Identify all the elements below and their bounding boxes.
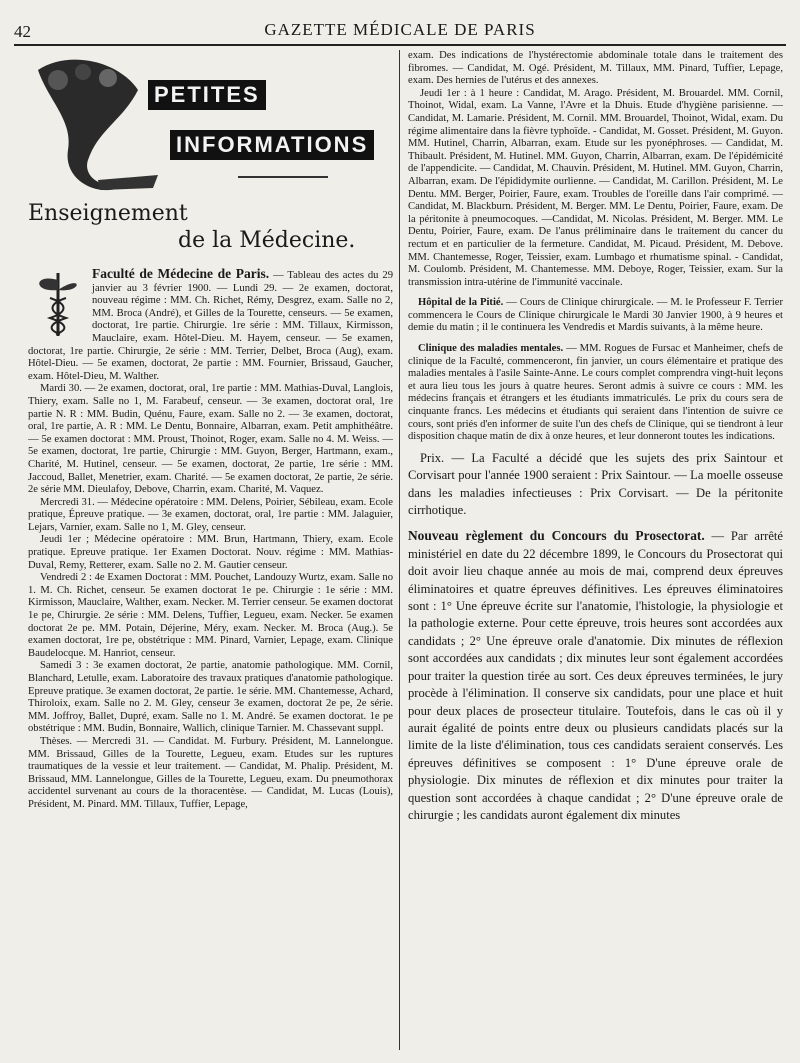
- caduceus-icon: [28, 268, 88, 338]
- clinique-heading: Clinique des maladies mentales.: [418, 343, 564, 355]
- running-title: GAZETTE MÉDICALE DE PARIS: [264, 20, 536, 39]
- faculte-paragraph: Thèses. — Mercredi 31. — Candidat. M. Furbury. Président, M. Lannelongue. MM. Brissaud, Gilles de la Tourette, Legueu, exam. Etudes sur les ruptures traumatiques de la vessie et leur traitement. — Candidat, M. Phalip. Président, M. Brissaud, MM. Lannelongue, Gilles de la Tourette, Legueu, exam. Du pneumothorax accidentel survenant au cours de la thoracentèse. — Candidat, M. Lucas (Louis), Président, M. Pinard. MM. Tillaux, Tuffier, Lepage,: [28, 735, 393, 810]
- clinique-text: — MM. Rogues de Fursac et Manheimer, chefs de clinique de la Faculté, commenceront, fin janvier, un cours élémentaire et pratique des maladies mentales à l'asile Sainte-Anne. Le cours complet comprendra vingt-huit leçons et aura lieu tous les jours à quatre heures. Seront admis à suivre ce cours : MM. les médecins français et étrangers et les étudiants immatriculés. Le prix du cours sera de cinquante francs. Les médecins et étudiants qui seraient dans l'intention de suivre ce cours, sont priés d'en informer de suite l'un des chefs de Clinique, qui se tiendront à leur disposition chaque matin de dix à onze heures, et leur donneront toutes les indications.: [408, 343, 783, 443]
- logo-line-2: INFORMATIONS: [170, 130, 374, 160]
- section-title-line-1: Enseignement: [28, 201, 188, 226]
- page-header: [0, 0, 800, 48]
- cornucopia-icon: [28, 50, 168, 200]
- header-rule: [14, 44, 786, 46]
- theses-paragraph: exam. Des indications de l'hystérectomie abdominale totale dans le traitement des fibromes. — Candidat, M. Ogé. Président, M. Tillaux, MM. Pinard, Tuffier, Lepage, exam. Des hernies de l'utérus et des annexes.: [408, 50, 783, 87]
- left-column: [28, 50, 393, 812]
- section-title-line-2: de la Médecine.: [178, 228, 356, 253]
- theses-paragraph: Jeudi 1er : à 1 heure : Candidat, M. Arago. Président, M. Brouardel. MM. Cornil, Thoinot, Widal, exam. La Vanne, l'Avre et la Dhuis. Etude d'hygiène parisienne. — Candidat, M. Lamarie. Président, M. Cornil. MM. Brouardel, Thoinot, Widal, exam. Du régime alimentaire dans la fièvre typhoïde. - Candidat, M. Gosset. Président, M. Guyon. MM. Hutinel, Charrin, Albarran, exam. Etude sur les pyonéphroses. — Candidat, M. Thibault. Président, M. Hutinel. MM. Guyon, Charrin, Albarran, exam. De l'épidémicité de l'appendicite. — Candidat, M. Chauvin. Président, M. Hutinel. MM. Guyon, Charrin, Albarran, exam. De l'épididymite ourlienne. — Candidat, M. Carillon. Président, M. Le Dentu. MM. Berger, Poirier, Faure, exam. Troubles de l'oreille dans l'air comprimé. — Candidat, M. Blackburn. Président, M. Berger. MM. Le Dentu, Poirier, Faure, exam. De la péritonite à pneumocoques. —Candidat, M. Nicolas. Président, M. Berger. MM. Le Dentu, Poirier, Faure, exam. De l'anus préliminaire dans le traitement du cancer du rectum et en particulier de la fermeture. Candidat, M. Picaud. Président, M. Debove. MM. Chantemesse, Roger, Teissier, exam. Lumbago et rhumatisme spinal. - Candidat, M. Coulomb. Président, M. Chantemesse. MM. Deboye, Roger, Teissier, exam. Sur la transmission intra-utérine de l'immunité vaccinale.: [408, 87, 783, 288]
- faculte-paragraph: Vendredi 2 : 4e Examen Doctorat : MM. Pouchet, Landouzy Wurtz, exam. Salle no 1. M. Ch. Richet, censeur. 5e examen doctorat 1e pe. Chirurgie : 1e série : MM. Kirmisson, Mauclaire, Walther, exam. Necker. M. Terrier censeur. 5e examen doctorat 1e pe, Chirurgie. 2e série : MM. Delens, Tuffier, Legueu, exam. Necker. 5e examen doctorat 2e pe. MM. Potain, Déjerine, Méry, exam. Necker. M. Broca (Aug.). 5e examen doctorat, 1re pe, obstétrique : MM. Pinard, Varnier, Lepage, exam. Clinique Baudelocque. M. Hanriot, censeur.: [28, 572, 393, 659]
- prix-paragraph: Prix. — La Faculté a décidé que les sujets des prix Saintour et Corvisart pour l'année 1900 seraient : Prix Saintour. — La moelle osseuse dans les maladies infectieuses : Prix Corvisart. — De la péritonite cirrhotique.: [408, 450, 783, 518]
- faculte-heading: Faculté de Médecine de Paris.: [92, 266, 270, 281]
- prosectorat-article: [408, 527, 783, 824]
- pitie-text: — Cours de Clinique chirurgicale. — M. le Professeur F. Terrier commencera le Cours de Clinique chirurgicale le Mardi 30 Janvier 1900, à 9 heures et demie du matin ; il le continuera les Vendredis et Mardis suivants, à la même heure.: [408, 297, 783, 334]
- faculte-paragraph: Mercredi 31. — Médecine opératoire : MM. Delens, Poirier, Sébileau, exam. Ecole pratique, Épreuve pratique. — 3e examen, doctorat, oral, 1re partie : MM. Jalaguier, Lejars, Varnier, exam. Salle no 1, M. Gley, censeur.: [28, 496, 393, 533]
- column-divider: [399, 50, 400, 1050]
- prosectorat-heading: Nouveau règlement du Concours du Prosectorat.: [408, 528, 705, 544]
- logo-line-1: PETITES: [148, 80, 266, 110]
- faculte-paragraph: Mardi 30. — 2e examen, doctorat, oral, 1re partie : MM. Mathias-Duval, Langlois, Thiery, exam. Salle no 1, M. Farabeuf, censeur. — 3e examen, doctorat oral, 1re partie N. R : MM. Budin, Quénu, Faure, exam. Salle no 2. — 3e examen, doctorat, oral, 1re partie, A. R : MM. Le Dentu, Bonnaire, Albarran, exam. Petit amphithéâtre. — 5e examen doctorat : MM. Proust, Thoinot, Roger, exam. Salle no 4. M. Weiss. — 5e examen, doctorat, 1re partie, Chirurgie : MM. Guyon, Berger, Hartmann, exam., Charité, M. Hutinel, censeur. — 5e examen, doctorat, 2e partie, 1re série : MM. Jaccoud, Ballet, Menetrier, exam. Charité. — 5e examen doctorat, 2e partie, 2e série. 2e série MM. Dieulafoy, Debove, Charrin, exam. Charité, M. Vaquez.: [28, 383, 393, 496]
- prosectorat-text: — Par arrêté ministériel en date du 22 décembre 1899, le Concours du Prosectorat qui doit avoir lieu chaque année au mois de mai, comprend deux épreuves éliminatoires et quatre épreuves définitives. Les épreuves éliminatoires sont : 1° Une épreuve écrite sur l'anatomie, l'histologie, la physiologie et la pathologie externe. Pour cette épreuve, trois heures sont accordées aux candidats ; 2° Une épreuve orale d'anatomie. Dix minutes de réflexion sont accordées aux candidats ; dix minutes leur sont également accordées pour traiter la question tirée au sort. Ces deux épreuves terminées, le jury procède à l'élimination. Il conserve six candidats, pour une place et huit pour deux places de prosecteur titulaire. Toutefois, dans le cas où il y aurait égalité de points entre deux ou plusieurs candidats placés sur la limite de la liste d'élimination, tous ces candidats seraient conservés. Les épreuves définitives se composent : 1° D'une épreuve orale de physiologie. Dix minutes de réflexion et dix minutes pour traiter la question sont accordées à chaque candidat ; 2° D'une épreuve orale de chirurgie ; les candidats auront également dix minutes: [408, 529, 784, 822]
- petites-informations-logo: [28, 50, 393, 200]
- faculte-paragraph: Jeudi 1er ; Médecine opératoire : MM. Brun, Hartmann, Thiery, exam. Ecole pratique. Epreuve pratique. 1er Examen Doctorat. Nouv. régime : MM. Mathias-Duval, Remy, Retterer, exam. Salle no 2. M. Gautier censeur.: [28, 534, 393, 571]
- pitie-heading: Hôpital de la Pitié.: [418, 297, 504, 309]
- faculte-article: [28, 268, 393, 812]
- right-column: [408, 50, 783, 824]
- faculte-paragraph: Samedi 3 : 3e examen doctorat, 2e partie, anatomie pathologique. MM. Cornil, Blanchard, Letulle, exam. Laboratoire des travaux pratiques d'anatomie pathologique. Epreuve pratique. 3e examen doctorat, 2e partie. 1e série. MM. Chantemesse, Achard, Thiroloix, exam. Salle no 2. M. Gley, censeur 3e examen, doctorat 2e pe, 2e série. MM. Joffroy, Ballet, Dupré, exam. Salle no 1. M. André. 5e examen doctorat. 1e pe obstétrique : MM. Budin, Bonnaire, Wallich, clinique Tarnier. M. Chassevant suppl.: [28, 660, 393, 735]
- pitie-article: [408, 297, 783, 335]
- section-title: [28, 200, 393, 254]
- faculte-intro: — Tableau des actes du 29 janvier au 3 février 1900. — Lundi 29. — 2e examen, doctorat, nouveau régime : MM. Ch. Richet, Rémy, Desgrez, exam. Salle no 2, MM. Broca (André), et Gilles de la Tourette, censeurs. — 5e examen, doctorat, 1re partie. Chirurgie. 1re série : MM. Tillaux, Kirmisson, Mauclaire, exam. Hôtel-Dieu. M. Hayem, censeur. — 5e examen, doctorat, 1re partie. Chirurgie, 2e série : MM. Terrier, Delbet, Broca (Aug), exam. Hôtel-Dieu. — 5e examen, doctorat, 2e partie : MM. Fournier, Brissaud, Gaucher, exam. Hôtel-Dieu, M. Walther.: [28, 270, 393, 382]
- page-number: 42: [14, 22, 31, 41]
- ornament-rule: [238, 176, 328, 178]
- clinique-article: [408, 343, 783, 444]
